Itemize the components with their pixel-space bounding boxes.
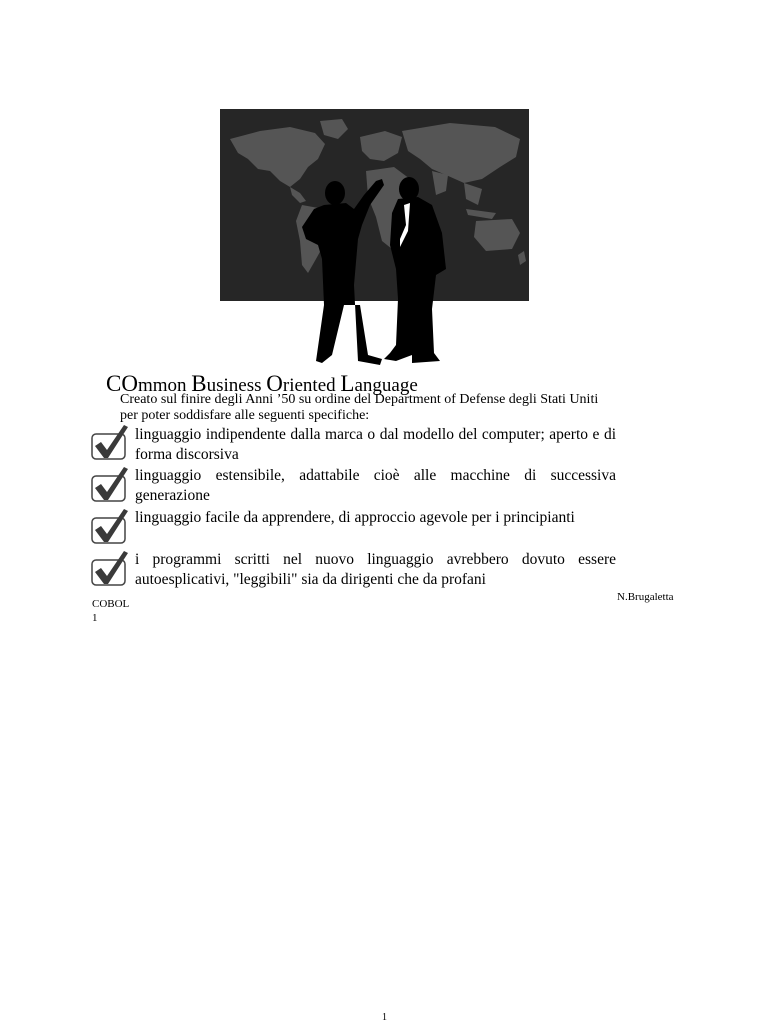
- checkbox-checkmark-icon: [91, 550, 129, 586]
- checkbox-checkmark-icon: [91, 424, 129, 460]
- list-item: i programmi scritti nel nuovo linguaggio avrebbero dovuto essere autoesplicativi, "leggibili" sia da dirigenti che da profani: [135, 551, 616, 588]
- page-number: 1: [382, 1012, 387, 1023]
- title-initial-o: O: [266, 371, 283, 396]
- intro-line-1: Creato sul finire degli Anni ’50 su ordine del Department of Defense degli Stati Uniti: [120, 392, 599, 407]
- list-item: linguaggio estensibile, adattabile cioè alle macchine di successiva generazione: [135, 467, 616, 504]
- footer-author: N.Brugaletta: [617, 591, 674, 603]
- title-word-business: usiness: [206, 375, 267, 396]
- checkbox-checkmark-icon: [91, 508, 129, 544]
- footer-slide-number: 1: [92, 612, 98, 624]
- slide-footer-left: [92, 597, 129, 625]
- title-word-language: anguage: [354, 375, 418, 396]
- intro-paragraph: [120, 392, 620, 422]
- world-map-businessmen-illustration: [220, 109, 529, 365]
- list-item: linguaggio indipendente dalla marca o dal modello del computer; aperto e di forma discorsiva: [135, 426, 616, 463]
- title-word-common: mmon: [137, 375, 192, 396]
- title-initial-co: CO: [106, 371, 138, 396]
- footer-title: COBOL: [92, 598, 130, 610]
- title-word-oriented: riented: [282, 375, 341, 396]
- title-initial-l: L: [340, 371, 355, 396]
- list-item: linguaggio facile da apprendere, di approccio agevole per i principianti: [135, 509, 575, 526]
- intro-line-2: per poter soddisfare alle seguenti specifiche:: [120, 408, 370, 422]
- title-initial-b: B: [191, 371, 207, 396]
- checkbox-checkmark-icon: [91, 466, 129, 502]
